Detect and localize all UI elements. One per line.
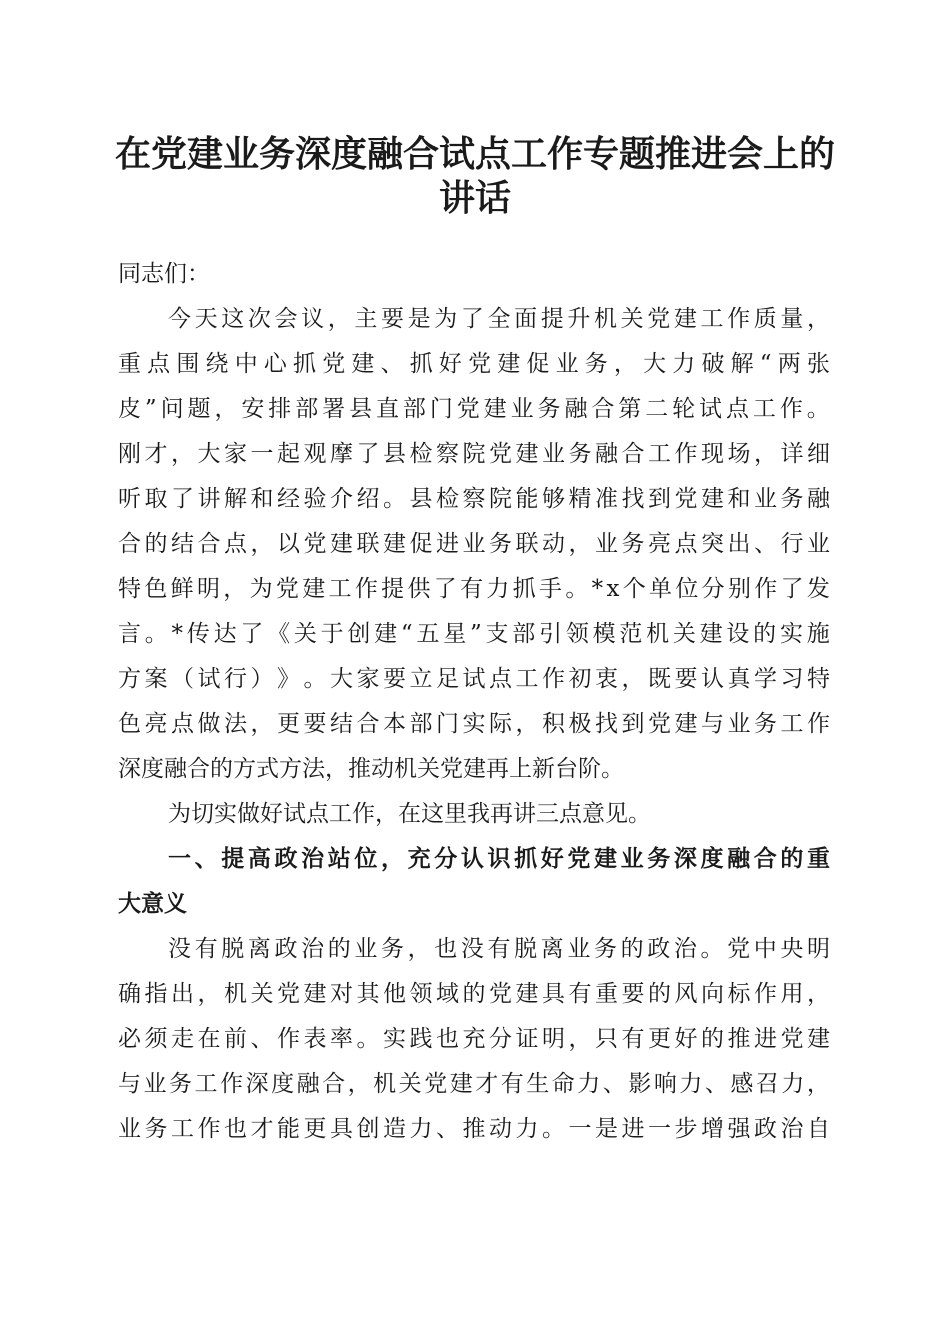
line-text: 色 亮 点 做 法 ， 更 要 结 合 本 部 门 实 际 ， 积 极 找 到 党 建 与 业 务 工 作	[118, 711, 830, 737]
title-line-1: 在党建业务深度融合试点工作专题推进会上的	[114, 133, 835, 175]
heading-line	[118, 837, 830, 882]
paragraph-line	[118, 567, 830, 612]
document-body	[118, 252, 830, 1152]
salutation: 同志们：	[118, 261, 210, 287]
line-text: 方 案 （ 试 行 ） 》 。 大 家 要 立 足 试 点 工 作 初 衷 ， 既 要 认 真 学 习 特	[118, 666, 830, 692]
paragraph-line	[118, 702, 830, 747]
paragraph-line	[118, 522, 830, 567]
line-text: 一 、 提 高 政 治 站 位 ， 充 分 认 识 抓 好 党 建 业 务 深 度 融 合 的 重	[168, 846, 830, 872]
paragraph-line	[118, 477, 830, 522]
paragraph-2: 为切实做好试点工作，在这里我再讲三点意见。	[168, 801, 651, 827]
line-text: 深度融合的方式方法，推动机关党建再上新台阶。	[118, 756, 624, 782]
paragraph-line	[118, 657, 830, 702]
document-title	[100, 132, 850, 220]
line-text: 必 须 走 在 前 、 作 表 率 。 实 践 也 充 分 证 明 ， 只 有 更 好 的 推 进 党 建	[118, 1026, 830, 1052]
paragraph-line	[118, 297, 830, 342]
paragraph-line	[118, 1017, 830, 1062]
paragraph-line	[118, 612, 830, 657]
paragraph-line	[118, 1107, 830, 1152]
line-text: 刚 才 ， 大 家 一 起 观 摩 了 县 检 察 院 党 建 业 务 融 合 工 作 现 场 ， 详 细	[118, 441, 830, 467]
paragraph-line	[118, 927, 830, 972]
title-line-2: 讲话	[438, 177, 511, 219]
paragraph-line	[118, 342, 830, 387]
line-text: 业 务 工 作 也 才 能 更 具 创 造 力 、 推 动 力 。 一 是 进 一 步 增 强 政 治 自	[118, 1116, 830, 1142]
paragraph-line	[118, 747, 830, 792]
heading-line: 大意义	[118, 891, 187, 917]
line-text: 与 业 务 工 作 深 度 融 合 ， 机 关 党 建 才 有 生 命 力 、 影 响 力 、 感 召 力 ，	[118, 1071, 830, 1097]
paragraph-3	[118, 927, 830, 1152]
paragraph-1	[118, 297, 830, 792]
line-text: 特 色 鲜 明 ， 为 党 建 工 作 提 供 了 有 力 抓 手 。 * x 个 单 位 分 别 作 了 发	[118, 576, 830, 602]
paragraph-line	[118, 972, 830, 1017]
line-text: 重 点 围 绕 中 心 抓 党 建 、 抓 好 党 建 促 业 务 ， 大 力 破 解 “ 两 张	[118, 351, 830, 377]
line-text: 言 。 * 传 达 了 《 关 于 创 建 “ 五 星 ” 支 部 引 领 模 范 机 关 建 设 的 实 施	[118, 621, 830, 647]
line-text: 皮 ” 问 题 ， 安 排 部 署 县 直 部 门 党 建 业 务 融 合 第 二 轮 试 点 工 作 。	[118, 396, 830, 422]
line-text: 听 取 了 讲 解 和 经 验 介 绍 。 县 检 察 院 能 够 精 准 找 到 党 建 和 业 务 融	[118, 486, 830, 512]
paragraph-line	[118, 1062, 830, 1107]
section-heading-1	[118, 837, 830, 927]
line-text: 今 天 这 次 会 议 ， 主 要 是 为 了 全 面 提 升 机 关 党 建 工 作 质 量 ，	[168, 306, 830, 332]
paragraph-line	[118, 432, 830, 477]
line-text: 合 的 结 合 点 ， 以 党 建 联 建 促 进 业 务 联 动 ， 业 务 亮 点 突 出 、 行 业	[118, 531, 830, 557]
paragraph-line	[118, 387, 830, 432]
line-text: 没 有 脱 离 政 治 的 业 务 ， 也 没 有 脱 离 业 务 的 政 治 。 党 中 央 明	[168, 936, 830, 962]
line-text: 确 指 出 ， 机 关 党 建 对 其 他 领 域 的 党 建 具 有 重 要 的 风 向 标 作 用 ，	[118, 981, 830, 1007]
